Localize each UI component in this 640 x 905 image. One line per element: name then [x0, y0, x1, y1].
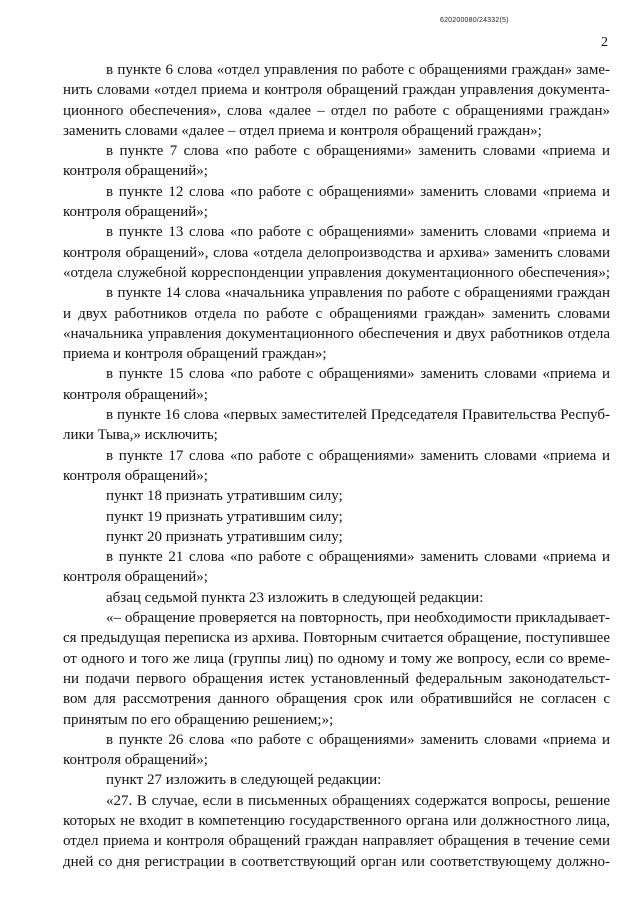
text-line: контроля обращений»;	[63, 752, 208, 769]
text-line: контроля обращений»;	[63, 467, 208, 484]
text-line: «отдела служебной корреспонденции управления документационного обеспечения»;	[63, 264, 610, 281]
text-line: ционного обеспечения», слова «далее – отдел по работе с обращениями граждан»	[63, 102, 610, 119]
text-line: пункт 27 изложить в следующей редакции:	[106, 772, 382, 789]
text-line: в пункте 17 слова «по работе с обращениями» заменить словами «приема и	[106, 447, 610, 464]
text-line: в пункте 12 слова «по работе с обращениями» заменить словами «приема и	[106, 183, 610, 200]
text-line: заменить словами «далее – отдел приема и контроля обращений граждан»;	[63, 122, 542, 139]
text-line: отдел приема и контроля обращений граждан направляет обращения в течение семи	[63, 833, 610, 850]
text-line: «– обращение проверяется на повторность, при необходимости прикладывает-	[106, 610, 610, 627]
text-line: принятым по его обращению решением;»;	[63, 711, 334, 728]
text-line: в пункте 13 слова «по работе с обращениями» заменить словами «приема и	[106, 224, 610, 241]
text-line: в пункте 16 слова «первых заместителей Председателя Правительства Респуб-	[106, 407, 610, 424]
text-line: пункт 20 признать утратившим силу;	[106, 528, 343, 545]
text-line: дней со дня регистрации в соответствующий орган или соответствующему должно-	[63, 853, 610, 870]
document-body	[63, 60, 610, 872]
text-line: в пункте 21 слова «по работе с обращениями» заменить словами «приема и	[106, 549, 610, 566]
text-line: ни подачи первого обращения истек установленный федеральным законодательст-	[63, 670, 610, 687]
text-line: в пункте 7 слова «по работе с обращениями» заменить словами «приема и	[106, 143, 610, 160]
text-line: «27. В случае, если в письменных обращениях содержатся вопросы, решение	[106, 792, 610, 809]
text-line: и двух работников отдела по работе с обращениями граждан» заменить словами	[63, 305, 610, 322]
text-line: лики Тыва,» исключить;	[63, 427, 218, 444]
text-line: в пункте 6 слова «отдел управления по работе с обращениями граждан» заме-	[106, 62, 610, 78]
text-line: в пункте 15 слова «по работе с обращениями» заменить словами «приема и	[106, 366, 610, 383]
text-line: в пункте 14 слова «начальника управления по работе с обращениями граждан	[106, 285, 610, 302]
text-line: контроля обращений»;	[63, 204, 208, 221]
text-line: которых не входит в компетенцию государственного органа или должностного лица,	[63, 812, 610, 829]
text-line: нить словами «отдел приема и контроля обращений граждан управления документа-	[63, 82, 610, 99]
text-line: контроля обращений»;	[63, 569, 208, 586]
text-line: приема и контроля обращений граждан»;	[63, 346, 327, 363]
text-line: контроля обращений»;	[63, 386, 208, 403]
text-line: абзац седьмой пункта 23 изложить в следующей редакции:	[106, 589, 484, 606]
text-line: пункт 18 признать утратившим силу;	[106, 488, 343, 505]
text-line: в пункте 26 слова «по работе с обращениями» заменить словами «приема и	[106, 731, 610, 748]
text-line: контроля обращений», слова «отдела делопроизводства и архива» заменить словами	[63, 244, 610, 261]
page-number: 2	[601, 35, 608, 50]
text-line: ся предыдущая переписка из архива. Повторным считается обращение, поступившее	[63, 630, 610, 647]
text-line: вом для рассмотрения данного обращения срок или обратившийся не согласен с	[63, 691, 610, 708]
text-line: пункт 19 признать утратившим силу;	[106, 508, 343, 525]
document-code: 620200080/24332(5)	[440, 17, 509, 24]
text-line: от одного и того же лица (группы лиц) по одному и тому же вопросу, если со време-	[63, 650, 610, 667]
text-line: «начальника управления документационного обеспечения и двух работников отдела	[63, 325, 610, 342]
text-line: контроля обращений»;	[63, 163, 208, 180]
